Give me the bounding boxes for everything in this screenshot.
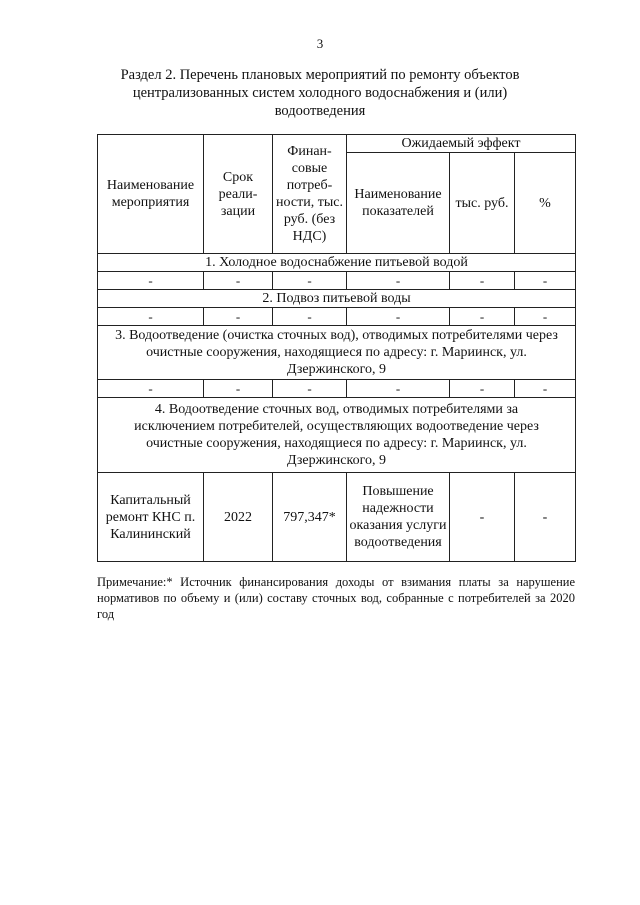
- cell-indicator: -: [347, 272, 450, 290]
- header-thousand-rub: тыс. руб.: [450, 153, 515, 254]
- cell-indicator: -: [347, 308, 450, 326]
- header-indicator: Наименование показателей: [347, 153, 450, 254]
- cell-percent: -: [515, 473, 576, 562]
- cell-thousand-rub: -: [450, 473, 515, 562]
- section-4-title: 4. Водоотведение сточных вод, отводимых потребителями за исключением потребителей, осуществляющих водоотведение через очистные сооружения, находящиеся по адресу: г. Мариинск, ул. Дзержинского, 9: [98, 398, 576, 473]
- header-term: Срок реали-зации: [204, 135, 273, 254]
- cell-percent: -: [515, 308, 576, 326]
- page-number: 3: [316, 36, 324, 51]
- section-title-line-1: Раздел 2. Перечень плановых мероприятий по ремонту объектов: [120, 67, 520, 83]
- cell-thousand-rub: -: [450, 380, 515, 398]
- section-title-line-2: централизованных систем холодного водоснабжения и (или): [132, 85, 508, 101]
- cell-term: -: [204, 380, 273, 398]
- header-percent: %: [515, 153, 576, 254]
- cell-finance: -: [273, 272, 347, 290]
- cell-indicator: -: [347, 380, 450, 398]
- cell-name: -: [98, 308, 204, 326]
- header-effect: Ожидаемый эффект: [347, 135, 576, 153]
- cell-percent: -: [515, 272, 576, 290]
- section-title-line-3: водоотведения: [274, 103, 366, 119]
- cell-name: -: [98, 380, 204, 398]
- section-3-title: 3. Водоотведение (очистка сточных вод), отводимых потребителями через очистные сооружения, находящиеся по адресу: г. Мариинск, ул. Дзержинского, 9: [98, 326, 576, 380]
- section-1-title: 1. Холодное водоснабжение питьевой водой: [98, 254, 576, 272]
- cell-thousand-rub: -: [450, 272, 515, 290]
- header-name: Наименование мероприятия: [98, 135, 204, 254]
- cell-thousand-rub: -: [450, 308, 515, 326]
- cell-name: -: [98, 272, 204, 290]
- table-row: [98, 272, 576, 290]
- cell-name: Капитальный ремонт КНС п. Калининский: [98, 473, 204, 562]
- cell-term: 2022: [204, 473, 273, 562]
- footnote: Примечание:* Источник финансирования доходы от взимания платы за нарушение нормативов по объему и (или) составу сточных вод, собранные с потребителей за 2020 год: [97, 575, 575, 621]
- section-2-title: 2. Подвоз питьевой воды: [98, 290, 576, 308]
- cell-indicator: Повышение надежности оказания услуги водоотведения: [347, 473, 450, 562]
- cell-finance: -: [273, 380, 347, 398]
- header-finance: Финан-совые потреб-ности, тыс. руб. (без НДС): [273, 135, 347, 254]
- section-title: [110, 66, 530, 120]
- cell-finance: 797,347*: [273, 473, 347, 562]
- cell-percent: -: [515, 380, 576, 398]
- measures-table: [97, 134, 576, 562]
- cell-finance: -: [273, 308, 347, 326]
- table-row: [98, 308, 576, 326]
- table-row: [98, 380, 576, 398]
- table-row: [98, 473, 576, 562]
- cell-term: -: [204, 272, 273, 290]
- cell-term: -: [204, 308, 273, 326]
